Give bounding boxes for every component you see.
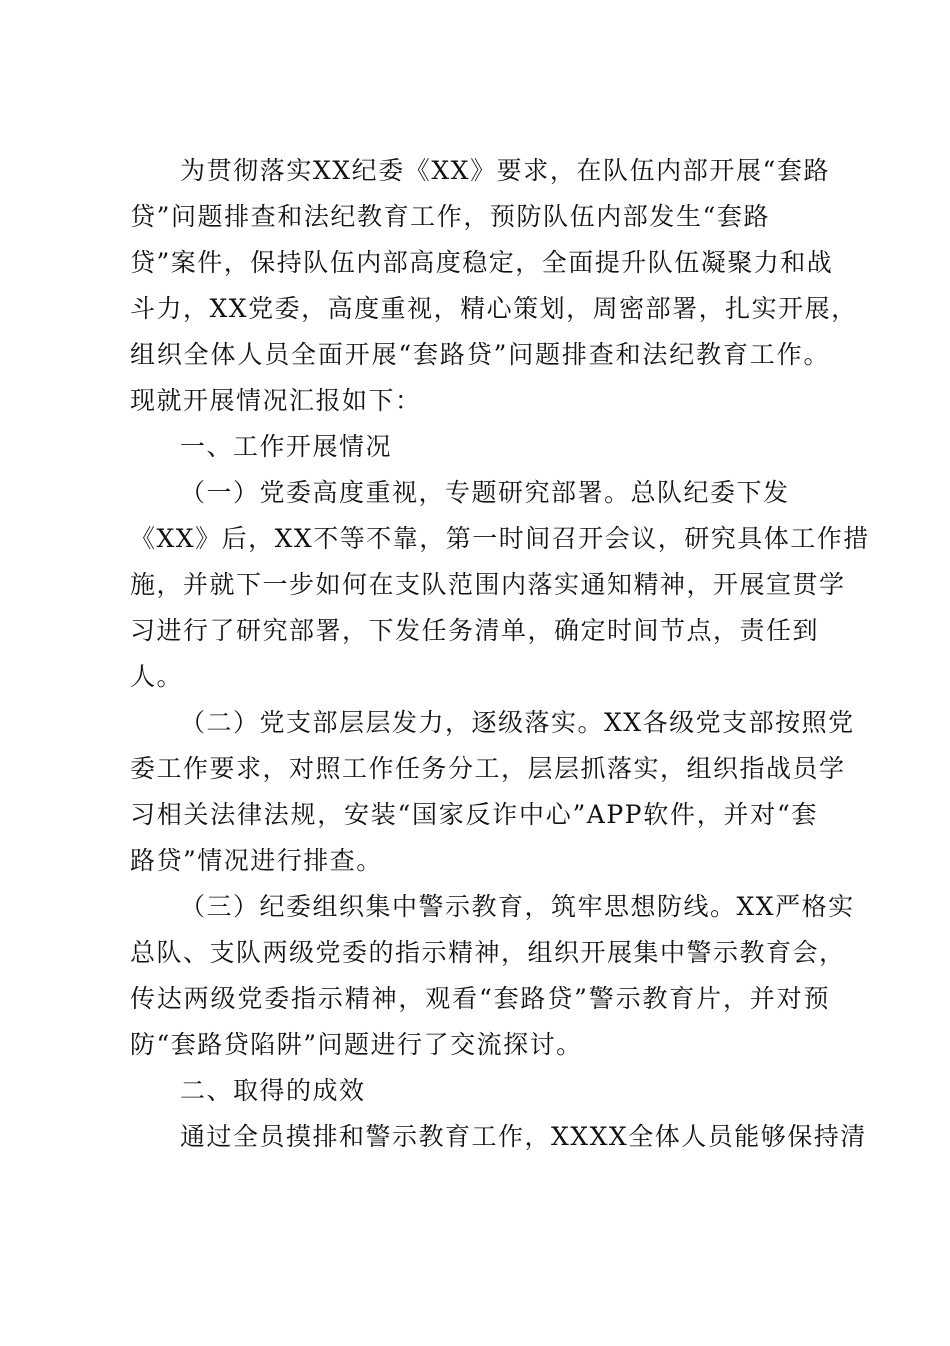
section-heading-2: 二、取得的成效 xyxy=(180,1076,366,1105)
subsection-3-line-4: 防“套路贷陷阱”问题进行了交流探讨。 xyxy=(130,1030,583,1059)
subsection-1-line-5: 人。 xyxy=(130,662,184,691)
subsection-1-line-4: 习进行了研究部署，下发任务清单，确定时间节点，责任到 xyxy=(130,616,820,645)
subsection-1-line-2: 《XX》后，XX不等不靠，第一时间召开会议，研究具体工作措 xyxy=(130,524,870,553)
subsection-1-line-3: 施，并就下一步如何在支队范围内落实通知精神，开展宣贯学 xyxy=(130,570,846,599)
paragraph-intro-line-3: 贷”案件，保持队伍内部高度稳定，全面提升队伍凝聚力和战 xyxy=(130,248,834,277)
subsection-2-line-2: 委工作要求，对照工作任务分工，层层抓落实，组织指战员学 xyxy=(130,754,846,783)
subsection-3-line-1: （三）纪委组织集中警示教育，筑牢思想防线。XX严格实 xyxy=(180,892,855,921)
section-heading-1: 一、工作开展情况 xyxy=(180,432,393,461)
paragraph-intro-line-5: 组织全体人员全面开展“套路贷”问题排查和法纪教育工作。 xyxy=(130,340,830,369)
subsection-1-line-1: （一）党委高度重视，专题研究部署。总队纪委下发 xyxy=(180,478,790,507)
subsection-2-line-1: （二）党支部层层发力，逐级落实。XX各级党支部按照党 xyxy=(180,708,855,737)
subsection-2-line-4: 路贷”情况进行排查。 xyxy=(130,846,383,875)
subsection-2-line-3: 习相关法律法规，安装“国家反诈中心”APP软件，并对“套 xyxy=(130,800,818,829)
paragraph-intro-line-6: 现就开展情况汇报如下： xyxy=(130,386,422,415)
subsection-3-line-2: 总队、支队两级党委的指示精神，组织开展集中警示教育会， xyxy=(130,938,846,967)
subsection-3-line-3: 传达两级党委指示精神，观看“套路贷”警示教育片，并对预 xyxy=(130,984,830,1013)
section-2-line-1: 通过全员摸排和警示教育工作，XXXX全体人员能够保持清 xyxy=(180,1122,867,1151)
paragraph-intro-line-1: 为贯彻落实XX纪委《XX》要求，在队伍内部开展“套路 xyxy=(180,156,830,185)
paragraph-intro-line-4: 斗力，XX党委，高度重视，精心策划，周密部署，扎实开展， xyxy=(130,294,858,323)
paragraph-intro-line-2: 贷”问题排查和法纪教育工作，预防队伍内部发生“套路 xyxy=(130,202,770,231)
